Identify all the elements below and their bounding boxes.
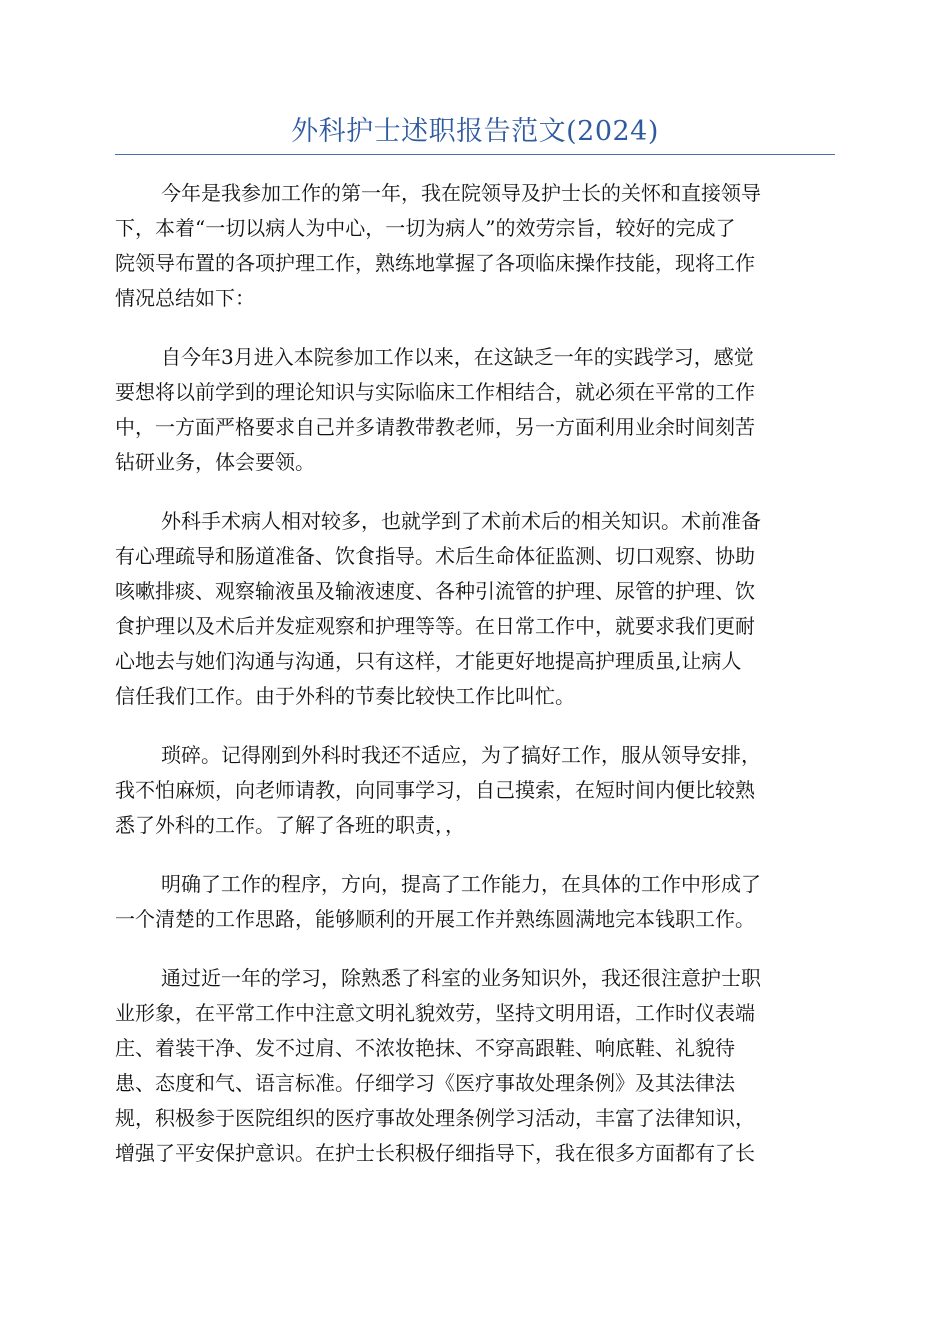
paragraph-5 [115,867,835,937]
text-line: 自今年3月进入本院参加工作以来，在这缺乏一年的实践学习，感觉 [161,345,754,369]
paragraph-2 [115,340,835,480]
text-line: 下，本着“一切以病人为中心，一切为病人”的效劳宗旨，较好的完成了 [115,216,736,240]
text-line: 一个清楚的工作思路，能够顺利的开展工作并熟练圆满地完本钱职工作。 [115,907,755,931]
text-line: 钻研业务，体会要领。 [115,450,315,474]
paragraph-3 [115,504,835,714]
text-line: 增强了平安保护意识。在护士长积极仔细指导下，我在很多方面都有了长 [115,1141,755,1165]
text-line: 庄、着装干净、发不过肩、不浓妆艳抹、不穿高跟鞋、响底鞋、礼貌待 [115,1036,735,1060]
text-line: 院领导布置的各项护理工作，熟练地掌握了各项临床操作技能，现将工作 [115,251,755,275]
document-body [115,176,835,1195]
paragraph-1 [115,176,835,316]
paragraph-6 [115,961,835,1171]
document-title: 外科护士述职报告范文(2024) [291,116,659,147]
text-line: 通过近一年的学习，除熟悉了科室的业务知识外，我还很注意护士职 [161,966,761,990]
text-line: 信任我们工作。由于外科的节奏比较快工作比叫忙。 [115,684,575,708]
text-line: 明确了工作的程序，方向，提高了工作能力，在具体的工作中形成了 [161,872,761,896]
text-line: 规，积极参于医院组织的医疗事故处理条例学习活动，丰富了法律知识， [115,1106,755,1130]
title-underline [115,154,835,155]
text-line: 中，一方面严格要求自己并多请教带教老师，另一方面利用业余时间刻苦 [115,415,755,439]
text-line: 有心理疏导和肠道准备、饮食指导。术后生命体征监测、切口观察、协助 [115,544,755,568]
text-line: 情况总结如下： [115,286,255,310]
text-line: 心地去与她们沟通与沟通，只有这样，才能更好地提高护理质虽,让病人 [115,649,742,673]
text-line: 咳嗽排痰、观察输液虽及输液速度、各种引流管的护理、尿管的护理、饮 [115,579,755,603]
text-line: 要想将以前学到的理论知识与实际临床工作相结合，就必须在平常的工作 [115,380,755,404]
text-line: 悉了外科的工作。了解了各班的职责，， [115,813,465,837]
text-line: 今年是我参加工作的第一年，我在院领导及护士长的关怀和直接领导 [161,181,761,205]
text-line: 外科手术病人相对较多，也就学到了术前术后的相关知识。术前准备 [161,509,761,533]
text-line: 食护理以及术后并发症观察和护理等等。在日常工作中，就要求我们更耐 [115,614,755,638]
text-line: 业形象，在平常工作中注意文明礼貌效劳，坚持文明用语，工作时仪表端 [115,1001,755,1025]
text-line: 琐碎。记得刚到外科时我还不适应，为了搞好工作，服从领导安排， [161,743,761,767]
paragraph-4 [115,738,835,843]
text-line: 我不怕麻烦，向老师请教，向同事学习，自己摸索，在短时间内便比较熟 [115,778,755,802]
text-line: 患、态度和气、语言标准。仔细学习《医疗事故处理条例》及其法律法 [115,1071,735,1095]
